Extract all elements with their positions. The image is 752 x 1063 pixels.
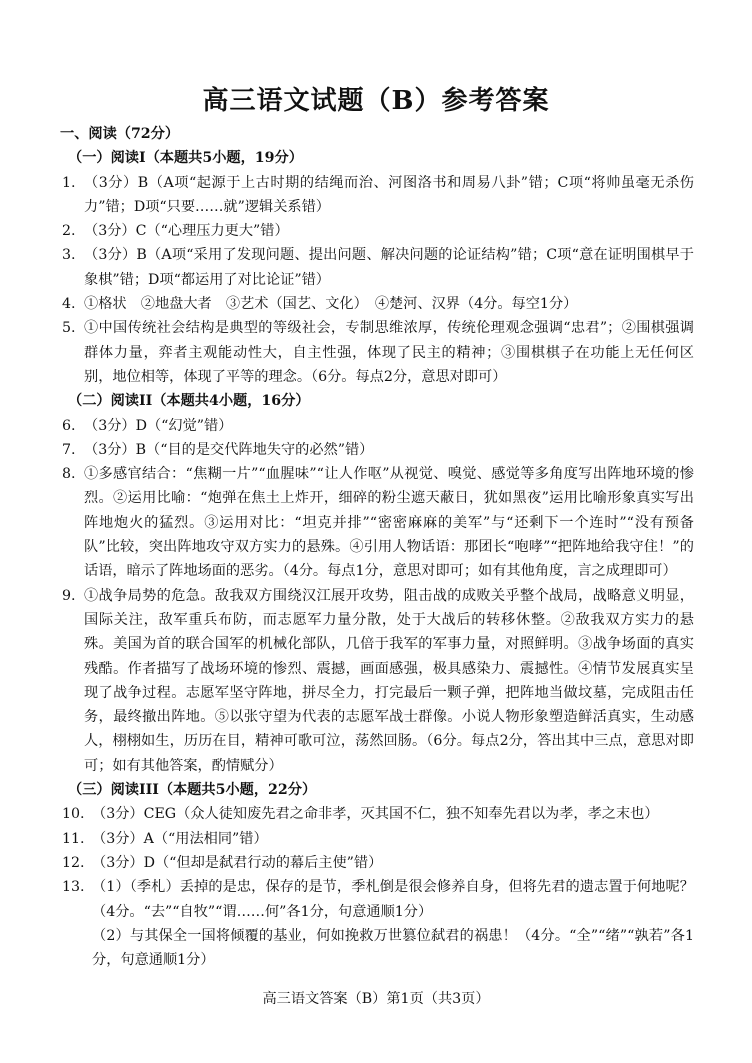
answer-text: （3分）C（“心理压力更大”错） [84, 223, 289, 240]
answer-item-9 [62, 584, 694, 778]
answer-text: （3分）D（“幻觉”错） [84, 417, 233, 434]
part-heading-reading-2: （二）阅读II（本题共4小题，16分） [68, 393, 310, 410]
answer-text: （3分）CEG（众人徒知废先君之命非孝，灭其国不仁，独不知奉先君以为孝，孝之末也） [92, 806, 659, 823]
answer-number: 13. [62, 879, 85, 896]
page-footer: 高三语文答案（B）第1页（共3页） [262, 991, 490, 1007]
answer-item-4 [62, 292, 694, 316]
answer-number: 10. [62, 806, 85, 823]
answer-item-6 [62, 414, 694, 438]
answer-number: 5. [62, 320, 76, 337]
answer-number: 6. [62, 417, 76, 434]
answer-text: （3分）D（“但却是弑君行动的幕后主使”错） [92, 854, 383, 871]
answer-item-2 [62, 219, 694, 243]
page-title: 高三语文试题（B）参考答案 [202, 86, 550, 116]
answer-number: 2. [62, 223, 76, 240]
answer-item-5 [62, 316, 694, 389]
answer-text-13-1: （1）（季札）丢掉的是忠，保存的是节，季札倒是很会修养自身，但将先君的遗志置于何地呢？（4分。“去”“自牧”“谓……何”各1分，句意通顺1分） [92, 879, 694, 920]
answer-number: 3. [62, 247, 76, 264]
answer-number: 8. [62, 466, 76, 483]
answer-item-13-2 [62, 924, 694, 973]
answer-number-spacer [62, 924, 92, 973]
answer-item-13 [62, 875, 694, 924]
answer-text: ①多感官结合：“焦糊一片”“血腥味”“让人作呕”从视觉、嗅觉、感觉等多角度写出阵地环境的惨烈。②运用比喻：“炮弹在焦土上炸开，细碎的粉尘遮天蔽日，犹如黑夜”运用比喻形象真实写出阵地炮火的猛烈。③运用对比：“坦克并排”“密密麻麻的美军”与“还剩下一个连时”“没有预备队”比较，突出阵地攻守双方实力的悬殊。④引用人物话语：那团长“咆哮”“把阵地给我守住！”的话语，暗示了阵地场面的恶劣。（4分。每点1分，意思对即可；如有其他角度，言之成理即可） [84, 466, 694, 580]
answer-number: 9. [62, 587, 76, 604]
answer-number: 12. [62, 854, 85, 871]
answer-text: （3分）B（A项“起源于上古时期的结绳而治、河图洛书和周易八卦”错；C项“将帅虽毫无杀伤力”错；D项“只要……就”逻辑关系错） [84, 174, 694, 215]
section-heading-reading: 一、阅读（72分） [60, 126, 180, 142]
answer-item-12 [62, 851, 694, 875]
answer-content [62, 122, 694, 972]
answer-text: ①格状 ②地盘大者 ③艺术（国艺、文化） ④楚河、汉界（4分。每空1分） [84, 296, 578, 313]
answer-text-13-2: （2）与其保全一国将倾覆的基业，何如挽救万世篡位弑君的祸患！（4分。“全”“绪”“孰若”各1分，句意通顺1分） [92, 927, 694, 969]
answer-item-11 [62, 827, 694, 851]
answer-number: 7. [62, 441, 76, 458]
answer-item-1 [62, 171, 694, 220]
answer-text: （3分）B（A项“采用了发现问题、提出问题、解决问题的论证结构”错；C项“意在证明围棋早于象棋”错；D项“都运用了对比论证”错） [84, 247, 694, 288]
part-heading-reading-3: （三）阅读III（本题共5小题，22分） [68, 782, 317, 799]
answer-text: （3分）A（“用法相同”错） [92, 830, 268, 847]
answer-item-8 [62, 462, 694, 583]
answer-item-3 [62, 243, 694, 292]
answer-text: ①战争局势的危急。敌我双方围绕汉江展开攻势，阻击战的成败关乎整个战局，战略意义明显，国际关注，敌军重兵布防，而志愿军力量分散，处于大战后的转移休整。②敌我双方实力的悬殊。美国为首的联合国军的机械化部队，几倍于我军的军事力量，对照鲜明。③战争场面的真实残酷。作者描写了战场环境的惨烈、震撼，画面感强，极具感染力、震撼性。④情节发展真实呈现了战争过程。志愿军坚守阵地，拼尽全力，打完最后一颗子弹，把阵地当做坟墓，完成阻击任务，最终撤出阵地。⑤以张守望为代表的志愿军战士群像。小说人物形象塑造鲜活真实，生动感人，栩栩如生，历历在目，精神可歌可泣，荡然回肠。（6分。每点2分，答出其中三点，意思对即可；如有其他答案，酌情赋分） [84, 587, 694, 774]
answer-text: ①中国传统社会结构是典型的等级社会，专制思维浓厚，传统伦理观念强调“忠君”；②围棋强调群体力量，弈者主观能动性大，自主性强，体现了民主的精神；③围棋棋子在功能上无任何区别，地位相等，体现了平等的理念。（6分。每点2分，意思对即可） [84, 320, 694, 385]
answer-number: 4. [62, 296, 76, 313]
answer-number: 1. [62, 174, 76, 191]
answer-item-7 [62, 438, 694, 462]
part-heading-reading-1: （一）阅读I（本题共5小题，19分） [68, 150, 303, 167]
answer-number: 11. [62, 830, 85, 847]
answer-item-10 [62, 802, 694, 826]
answer-text: （3分）B（“目的是交代阵地失守的必然”错） [84, 441, 374, 458]
